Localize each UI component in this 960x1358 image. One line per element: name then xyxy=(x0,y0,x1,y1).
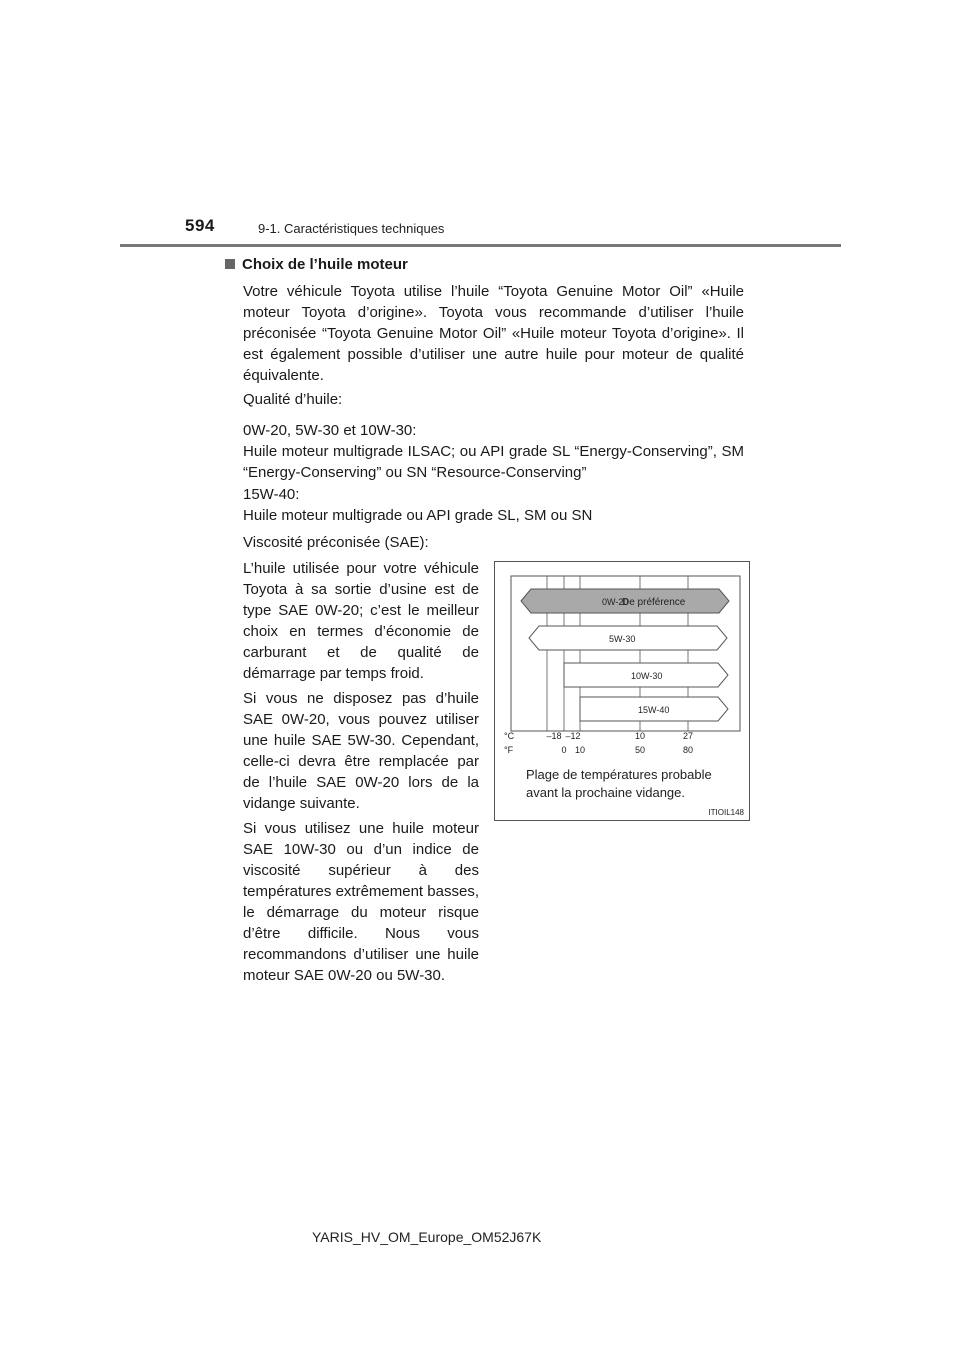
section-heading xyxy=(225,256,408,273)
viscosity-label: Viscosité préconisée (SAE): xyxy=(243,534,429,551)
bar-0w20-note: De préférence xyxy=(622,597,686,608)
grade-b-block xyxy=(243,484,744,526)
bullet-square-icon xyxy=(225,259,235,269)
grade-a-title: 0W-20, 5W-30 et 10W-30: xyxy=(243,422,417,439)
page-number: 594 xyxy=(185,216,215,235)
tick-label-c: 27 xyxy=(682,731,694,741)
grade-b-text: Huile moteur multigrade ou API grade SL, SM ou SN xyxy=(243,507,593,524)
bar-10w30-grade: 10W-30 xyxy=(631,671,663,681)
section-title: 9-1. Caractéristiques techniques xyxy=(258,221,445,236)
grade-a-text: Huile moteur multigrade ILSAC; ou API grade SL “Energy-Conserving”, SM “Energy-Conserving” ou SN “Resource-Conserving” xyxy=(243,443,744,481)
bar-15w40-grade: 15W-40 xyxy=(638,705,670,715)
quality-label: Qualité d’huile: xyxy=(243,391,343,408)
viscosity-figure xyxy=(494,561,750,821)
tick-label-f: 50 xyxy=(634,745,646,755)
tick-label-f: 80 xyxy=(682,745,694,755)
figure-caption: Plage de températures probable avant la prochaine vidange. xyxy=(526,767,712,800)
fahrenheit-unit: °F xyxy=(504,745,514,755)
footer-doc-id: YARIS_HV_OM_Europe_OM52J67K xyxy=(312,1229,542,1245)
tick-label-f: 0 xyxy=(561,745,567,755)
celsius-unit: °C xyxy=(504,731,515,741)
tick-label-c: –18 xyxy=(546,731,562,741)
bar-5w30-grade: 5W-30 xyxy=(609,634,636,644)
heading-text: Choix de l’huile moteur xyxy=(242,256,408,273)
grade-b-title: 15W-40: xyxy=(243,486,300,503)
header-rule xyxy=(120,244,841,247)
tick-label-c: –12 xyxy=(565,731,581,741)
intro-paragraph: Votre véhicule Toyota utilise l’huile “Toyota Genuine Motor Oil” «Huile moteur Toyota d’origine». Toyota vous recommande d’utiliser l’huile préconisée “Toyota Genuine Motor Oil” «Huile moteur Toyota d’origine». Il est également possible d’utiliser une autre huile pour moteur de qualité équivalente. xyxy=(243,283,744,384)
cold-start-paragraph: Si vous utilisez une huile moteur SAE 10W-30 ou d’un indice de viscosité supérieur à des températures extrêmement basses, le démarrage du moteur risque d’être difficile. Nous vous recommandons d’utiliser une huile moteur SAE 0W-20 ou 5W-30. xyxy=(243,820,479,984)
factory-oil-paragraph: L’huile utilisée pour votre véhicule Toyota à sa sortie d’usine est de type SAE 0W-20; c’est le meilleur choix en termes d’économie de carburant et de qualité de démarrage par temps froid. xyxy=(243,560,479,682)
alternative-oil-paragraph: Si vous ne disposez pas d’huile SAE 0W-20, vous pouvez utiliser une huile SAE 5W-30. Cependant, celle-ci devra être remplacée par de l’huile SAE 0W-20 lors de la vidange suivante. xyxy=(243,690,479,812)
tick-label-c: 10 xyxy=(634,731,646,741)
tick-label-f: 10 xyxy=(574,745,586,755)
bar-0w20-grade: 0W-20 xyxy=(602,597,629,607)
figure-code: ITIOIL148 xyxy=(708,808,744,817)
grade-a-block xyxy=(243,420,744,483)
